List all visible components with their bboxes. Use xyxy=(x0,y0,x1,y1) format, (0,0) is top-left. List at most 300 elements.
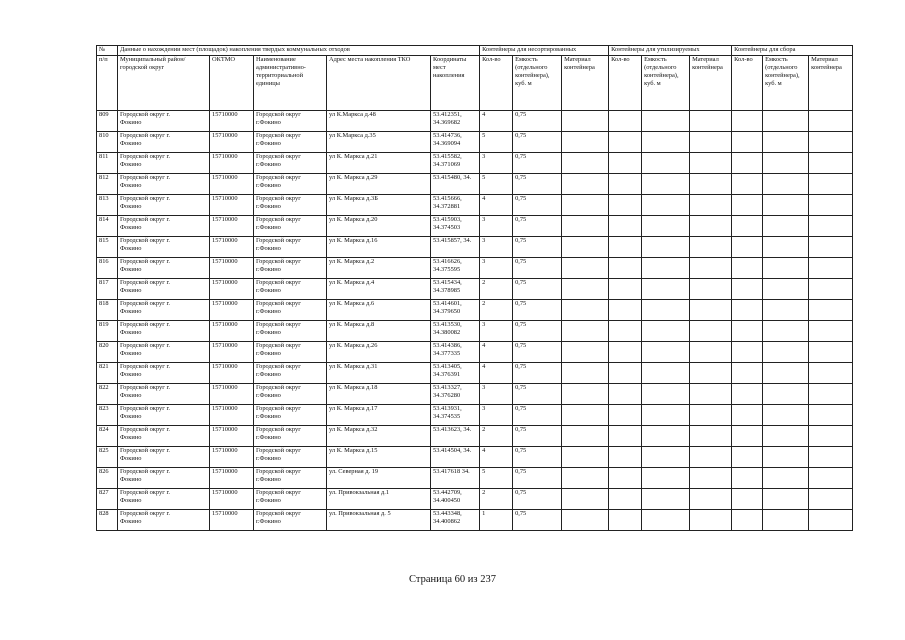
row-qty xyxy=(480,426,513,447)
row-empty-cell xyxy=(642,468,690,489)
header-col: Кол-во xyxy=(609,56,642,111)
row-num-text: 813 xyxy=(99,195,109,202)
row-empty-cell xyxy=(609,489,642,510)
row-volume-text: 0,75 xyxy=(515,447,527,454)
row-empty-cell xyxy=(562,279,609,300)
row-district-text: Фокино xyxy=(120,518,142,525)
row-district-text: Фокино xyxy=(120,413,142,420)
row-empty-cell xyxy=(642,111,690,132)
row-coords-text: 53.414601, xyxy=(433,300,462,307)
row-district xyxy=(118,195,210,216)
row-empty-cell xyxy=(562,111,609,132)
row-volume xyxy=(513,405,562,426)
row-empty-cell xyxy=(642,258,690,279)
row-num xyxy=(97,489,118,510)
row-empty-cell xyxy=(642,363,690,384)
row-empty-cell xyxy=(609,468,642,489)
row-address xyxy=(327,195,431,216)
row-qty xyxy=(480,342,513,363)
row-unit xyxy=(254,174,327,195)
row-district xyxy=(118,258,210,279)
row-empty-cell xyxy=(609,405,642,426)
row-oktmo xyxy=(210,384,254,405)
row-oktmo xyxy=(210,468,254,489)
row-empty-cell xyxy=(732,447,763,468)
row-empty-cell xyxy=(562,384,609,405)
row-num xyxy=(97,363,118,384)
row-empty-cell xyxy=(690,195,732,216)
row-volume-text: 0,75 xyxy=(515,300,527,307)
row-empty-cell xyxy=(609,237,642,258)
row-unit xyxy=(254,342,327,363)
row-empty-cell xyxy=(809,153,853,174)
row-address xyxy=(327,237,431,258)
row-num xyxy=(97,384,118,405)
row-empty-cell xyxy=(609,342,642,363)
row-empty-cell xyxy=(609,363,642,384)
row-empty-cell xyxy=(609,279,642,300)
row-empty-cell xyxy=(809,384,853,405)
row-empty-cell xyxy=(809,195,853,216)
row-oktmo xyxy=(210,216,254,237)
row-district-text: Фокино xyxy=(120,140,142,147)
row-empty-cell xyxy=(562,342,609,363)
row-coords-text: 34.371069 xyxy=(433,161,461,168)
row-empty-cell xyxy=(642,195,690,216)
row-oktmo xyxy=(210,195,254,216)
row-address-text: ул. Привокзальная д.1 xyxy=(329,489,390,496)
row-empty-cell xyxy=(642,174,690,195)
row-district xyxy=(118,216,210,237)
row-unit-text: г.Фокино xyxy=(256,182,281,189)
row-empty-cell xyxy=(732,279,763,300)
row-empty-cell xyxy=(609,510,642,531)
row-address-text: ул К. Маркса д.20 xyxy=(329,216,378,223)
row-oktmo xyxy=(210,426,254,447)
row-empty-cell xyxy=(690,510,732,531)
row-qty xyxy=(480,405,513,426)
row-empty-cell xyxy=(562,195,609,216)
row-num xyxy=(97,111,118,132)
row-unit xyxy=(254,384,327,405)
row-district-text: Фокино xyxy=(120,329,142,336)
row-unit xyxy=(254,195,327,216)
row-unit-text: Городской округ xyxy=(256,111,301,118)
row-empty-cell xyxy=(562,258,609,279)
row-num-text: 824 xyxy=(99,426,109,433)
row-unit-text: г.Фокино xyxy=(256,161,281,168)
row-unit-text: Городской округ xyxy=(256,342,301,349)
row-volume-text: 0,75 xyxy=(515,342,527,349)
table-body xyxy=(97,111,853,531)
row-unit xyxy=(254,447,327,468)
row-empty-cell xyxy=(609,447,642,468)
row-oktmo xyxy=(210,510,254,531)
row-address-text: ул К. Маркса д.3Б xyxy=(329,195,378,202)
row-address-text: ул К. Маркса д.2 xyxy=(329,258,375,265)
row-qty-text: 3 xyxy=(482,258,486,265)
row-volume xyxy=(513,216,562,237)
row-qty xyxy=(480,321,513,342)
row-empty-cell xyxy=(690,447,732,468)
row-oktmo-text: 15710000 xyxy=(212,468,238,475)
row-district-text: Фокино xyxy=(120,266,142,273)
row-address xyxy=(327,132,431,153)
row-address-text: ул К. Маркса д.4 xyxy=(329,279,375,286)
row-coords-text: 53.413623, 34. xyxy=(433,426,472,433)
row-coords-text: 53.415480, 34. xyxy=(433,174,472,181)
row-num xyxy=(97,342,118,363)
row-empty-cell xyxy=(809,510,853,531)
row-unit-text: г.Фокино xyxy=(256,518,281,525)
row-address-text: ул К. Маркса д.29 xyxy=(329,174,378,181)
row-coords-text: 34.372881 xyxy=(433,203,461,210)
row-district-text: Фокино xyxy=(120,224,142,231)
row-empty-cell xyxy=(690,258,732,279)
row-volume xyxy=(513,174,562,195)
row-num xyxy=(97,279,118,300)
row-coords xyxy=(431,111,480,132)
row-volume xyxy=(513,111,562,132)
row-empty-cell xyxy=(809,321,853,342)
row-unit-text: г.Фокино xyxy=(256,413,281,420)
row-empty-cell xyxy=(732,216,763,237)
row-coords xyxy=(431,174,480,195)
row-coords-text: 53.413931, xyxy=(433,405,462,412)
row-district-text: Фокино xyxy=(120,476,142,483)
row-empty-cell xyxy=(642,132,690,153)
row-empty-cell xyxy=(763,132,809,153)
row-num-text: 819 xyxy=(99,321,109,328)
row-coords-text: 53.414504, 34. xyxy=(433,447,472,454)
row-unit xyxy=(254,237,327,258)
row-qty-text: 4 xyxy=(482,447,486,454)
row-qty-text: 3 xyxy=(482,384,486,391)
row-oktmo xyxy=(210,237,254,258)
row-empty-cell xyxy=(763,426,809,447)
row-empty-cell xyxy=(690,342,732,363)
row-qty-text: 5 xyxy=(482,132,486,139)
table-row xyxy=(97,153,853,174)
row-address-text: ул К. Маркса д.26 xyxy=(329,342,378,349)
row-qty-text: 2 xyxy=(482,279,486,286)
row-unit-text: г.Фокино xyxy=(256,308,281,315)
row-address-text: ул К. Маркса д.18 xyxy=(329,384,378,391)
table-row xyxy=(97,300,853,321)
row-empty-cell xyxy=(732,384,763,405)
row-oktmo-text: 15710000 xyxy=(212,342,238,349)
row-empty-cell xyxy=(690,426,732,447)
row-qty xyxy=(480,300,513,321)
row-coords-text: 34.400450 xyxy=(433,497,461,504)
row-empty-cell xyxy=(763,510,809,531)
row-oktmo-text: 15710000 xyxy=(212,174,238,181)
row-volume xyxy=(513,384,562,405)
row-empty-cell xyxy=(642,342,690,363)
row-address-text: ул К.Маркса д.48 xyxy=(329,111,376,118)
row-empty-cell xyxy=(609,153,642,174)
row-unit xyxy=(254,426,327,447)
row-empty-cell xyxy=(562,216,609,237)
row-coords-text: 53.417618 34. xyxy=(433,468,470,475)
row-district-text: Городской округ г. xyxy=(120,510,170,517)
registry-table xyxy=(96,45,853,531)
header-col: ОКТМО xyxy=(210,56,254,111)
row-empty-cell xyxy=(732,300,763,321)
row-empty-cell xyxy=(763,111,809,132)
row-oktmo xyxy=(210,342,254,363)
row-num xyxy=(97,258,118,279)
row-unit xyxy=(254,321,327,342)
row-volume xyxy=(513,342,562,363)
header-col: Материал контейнера xyxy=(690,56,732,111)
row-empty-cell xyxy=(732,363,763,384)
row-address xyxy=(327,405,431,426)
row-unit-text: Городской округ xyxy=(256,300,301,307)
row-unit-text: г.Фокино xyxy=(256,245,281,252)
row-coords xyxy=(431,384,480,405)
row-oktmo xyxy=(210,132,254,153)
table-row xyxy=(97,363,853,384)
row-num xyxy=(97,300,118,321)
row-oktmo xyxy=(210,153,254,174)
row-address xyxy=(327,111,431,132)
row-unit-text: г.Фокино xyxy=(256,455,281,462)
row-district xyxy=(118,384,210,405)
row-num-text: 818 xyxy=(99,300,109,307)
row-empty-cell xyxy=(642,153,690,174)
row-qty-text: 3 xyxy=(482,153,486,160)
row-address xyxy=(327,363,431,384)
header-col: Материал контейнера xyxy=(562,56,609,111)
row-empty-cell xyxy=(763,279,809,300)
row-empty-cell xyxy=(809,237,853,258)
row-empty-cell xyxy=(690,405,732,426)
row-empty-cell xyxy=(690,216,732,237)
row-empty-cell xyxy=(690,132,732,153)
row-district-text: Фокино xyxy=(120,287,142,294)
row-oktmo xyxy=(210,363,254,384)
table-row xyxy=(97,405,853,426)
row-volume-text: 0,75 xyxy=(515,237,527,244)
row-oktmo-text: 15710000 xyxy=(212,132,238,139)
row-oktmo-text: 15710000 xyxy=(212,489,238,496)
row-unit-text: Городской округ xyxy=(256,258,301,265)
row-unit xyxy=(254,405,327,426)
row-oktmo-text: 15710000 xyxy=(212,195,238,202)
row-volume xyxy=(513,489,562,510)
row-coords xyxy=(431,447,480,468)
row-qty xyxy=(480,510,513,531)
row-volume xyxy=(513,363,562,384)
row-qty-text: 5 xyxy=(482,174,486,181)
row-district-text: Городской округ г. xyxy=(120,258,170,265)
row-empty-cell xyxy=(763,258,809,279)
row-empty-cell xyxy=(642,279,690,300)
row-unit-text: Городской округ xyxy=(256,489,301,496)
row-empty-cell xyxy=(690,300,732,321)
row-unit-text: г.Фокино xyxy=(256,476,281,483)
row-empty-cell xyxy=(763,342,809,363)
row-qty xyxy=(480,174,513,195)
row-empty-cell xyxy=(732,237,763,258)
row-empty-cell xyxy=(732,153,763,174)
row-oktmo xyxy=(210,447,254,468)
row-empty-cell xyxy=(562,300,609,321)
row-district xyxy=(118,468,210,489)
row-unit-text: г.Фокино xyxy=(256,350,281,357)
table-row xyxy=(97,321,853,342)
row-district xyxy=(118,153,210,174)
row-volume xyxy=(513,258,562,279)
row-unit-text: Городской округ xyxy=(256,468,301,475)
row-empty-cell xyxy=(609,384,642,405)
row-coords-text: 53.415582, xyxy=(433,153,462,160)
table-row xyxy=(97,111,853,132)
row-coords-text: 53.414736, xyxy=(433,132,462,139)
row-district-text: Городской округ г. xyxy=(120,363,170,370)
row-empty-cell xyxy=(642,216,690,237)
row-num-text: 827 xyxy=(99,489,109,496)
row-unit xyxy=(254,279,327,300)
row-coords-text: 53.414386, xyxy=(433,342,462,349)
row-address xyxy=(327,426,431,447)
row-unit-text: г.Фокино xyxy=(256,203,281,210)
row-volume-text: 0,75 xyxy=(515,174,527,181)
row-oktmo-text: 15710000 xyxy=(212,321,238,328)
row-empty-cell xyxy=(690,153,732,174)
row-unit xyxy=(254,363,327,384)
row-coords-text: 53.415903, xyxy=(433,216,462,223)
row-empty-cell xyxy=(690,321,732,342)
row-unit-text: Городской округ xyxy=(256,237,301,244)
row-num xyxy=(97,132,118,153)
row-oktmo xyxy=(210,489,254,510)
row-qty-text: 1 xyxy=(482,510,486,517)
row-num xyxy=(97,447,118,468)
row-address xyxy=(327,321,431,342)
row-empty-cell xyxy=(809,279,853,300)
row-address xyxy=(327,174,431,195)
table-row xyxy=(97,279,853,300)
row-unit-text: Городской округ xyxy=(256,447,301,454)
row-empty-cell xyxy=(690,384,732,405)
header-col: Материал контейнера xyxy=(809,56,853,111)
row-empty-cell xyxy=(609,258,642,279)
row-empty-cell xyxy=(642,300,690,321)
row-volume xyxy=(513,468,562,489)
table-row xyxy=(97,510,853,531)
row-district-text: Фокино xyxy=(120,161,142,168)
row-unit-text: Городской округ xyxy=(256,132,301,139)
row-empty-cell xyxy=(763,300,809,321)
row-coords xyxy=(431,153,480,174)
row-district xyxy=(118,237,210,258)
row-empty-cell xyxy=(732,489,763,510)
row-volume xyxy=(513,237,562,258)
row-volume xyxy=(513,195,562,216)
row-district-text: Фокино xyxy=(120,245,142,252)
row-unit xyxy=(254,153,327,174)
row-empty-cell xyxy=(732,174,763,195)
row-district-text: Фокино xyxy=(120,203,142,210)
row-num-text: 817 xyxy=(99,279,109,286)
row-oktmo xyxy=(210,174,254,195)
row-coords xyxy=(431,468,480,489)
row-coords-text: 34.369682 xyxy=(433,119,461,126)
row-num-text: 823 xyxy=(99,405,109,412)
row-empty-cell xyxy=(642,237,690,258)
row-unit-text: Городской округ xyxy=(256,405,301,412)
row-district xyxy=(118,363,210,384)
row-unit-text: г.Фокино xyxy=(256,119,281,126)
row-empty-cell xyxy=(690,174,732,195)
row-qty xyxy=(480,195,513,216)
row-address-text: ул К. Маркса д.21 xyxy=(329,153,378,160)
row-coords xyxy=(431,258,480,279)
row-coords xyxy=(431,321,480,342)
row-address xyxy=(327,216,431,237)
row-coords-text: 53.443348, xyxy=(433,510,462,517)
row-coords xyxy=(431,300,480,321)
row-oktmo xyxy=(210,111,254,132)
row-address xyxy=(327,384,431,405)
row-qty-text: 2 xyxy=(482,426,486,433)
row-district-text: Городской округ г. xyxy=(120,216,170,223)
row-empty-cell xyxy=(562,174,609,195)
row-address-text: ул К. Маркса д.8 xyxy=(329,321,375,328)
row-coords xyxy=(431,405,480,426)
row-empty-cell xyxy=(763,216,809,237)
row-empty-cell xyxy=(763,174,809,195)
row-coords xyxy=(431,279,480,300)
row-qty-text: 4 xyxy=(482,111,486,118)
row-district-text: Городской округ г. xyxy=(120,426,170,433)
row-address-text: ул. Северная д. 19 xyxy=(329,468,379,475)
row-volume-text: 0,75 xyxy=(515,426,527,433)
row-district-text: Городской округ г. xyxy=(120,489,170,496)
row-coords xyxy=(431,363,480,384)
row-oktmo-text: 15710000 xyxy=(212,510,238,517)
row-volume-text: 0,75 xyxy=(515,216,527,223)
row-oktmo-text: 15710000 xyxy=(212,426,238,433)
header-col: Кол-во xyxy=(480,56,513,111)
row-empty-cell xyxy=(562,237,609,258)
header-col: Наименование административно-территориальной единицы xyxy=(254,56,327,111)
row-district xyxy=(118,342,210,363)
row-unit-text: г.Фокино xyxy=(256,287,281,294)
row-volume xyxy=(513,153,562,174)
table-row xyxy=(97,342,853,363)
row-unit-text: г.Фокино xyxy=(256,497,281,504)
row-volume-text: 0,75 xyxy=(515,468,527,475)
row-qty-text: 3 xyxy=(482,237,486,244)
table-row xyxy=(97,195,853,216)
row-num-text: 821 xyxy=(99,363,109,370)
row-district-text: Городской округ г. xyxy=(120,111,170,118)
row-qty xyxy=(480,489,513,510)
row-num-text: 816 xyxy=(99,258,109,265)
row-oktmo-text: 15710000 xyxy=(212,279,238,286)
row-empty-cell xyxy=(809,300,853,321)
row-oktmo-text: 15710000 xyxy=(212,405,238,412)
row-empty-cell xyxy=(763,468,809,489)
row-district xyxy=(118,279,210,300)
row-district xyxy=(118,510,210,531)
row-num xyxy=(97,174,118,195)
row-empty-cell xyxy=(642,489,690,510)
row-address xyxy=(327,489,431,510)
